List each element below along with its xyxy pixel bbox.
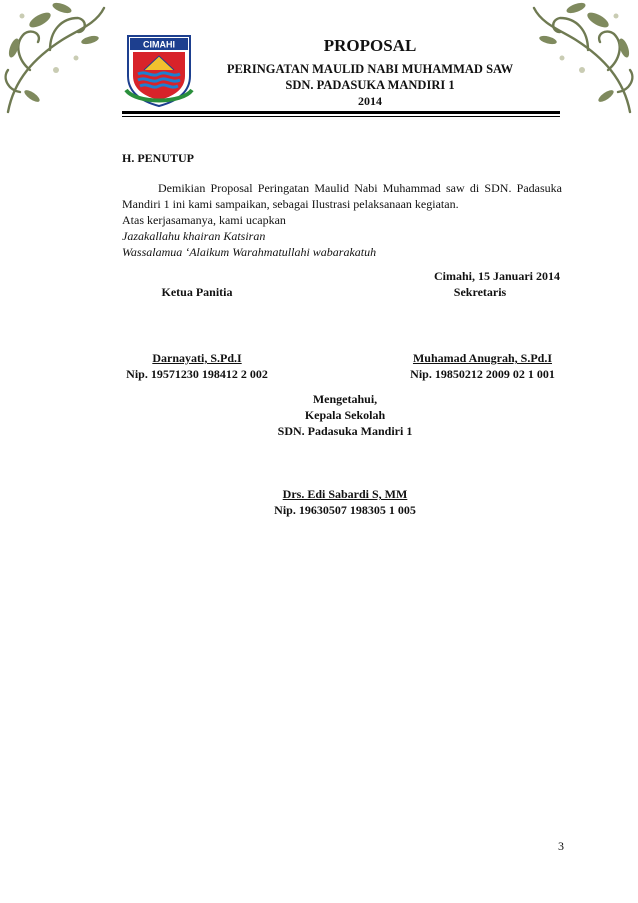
left-signatory-nip: Nip. 19571230 198412 2 002 bbox=[126, 367, 268, 381]
year-label: 2014 bbox=[358, 94, 382, 108]
place-date: Cimahi, 15 Januari 2014 bbox=[433, 269, 560, 283]
right-signatory-name: Muhamad Anugrah, S.Pd.I bbox=[412, 351, 553, 365]
header-rule-thick bbox=[122, 111, 560, 114]
corner-ornament-left bbox=[0, 0, 110, 120]
acknowledged-label: Mengetahui, bbox=[312, 392, 378, 406]
left-role: Ketua Panitia bbox=[161, 285, 233, 299]
proposal-title: PROPOSAL bbox=[323, 36, 417, 55]
event-subtitle: PERINGATAN MAULID NABI MUHAMMAD SAW bbox=[226, 62, 514, 76]
logo-text: CIMAHI bbox=[143, 39, 175, 50]
thanks-line: Atas kerjasamanya, kami ucapkan bbox=[122, 213, 286, 227]
closing-line-1: Jazakallahu khairan Katsiran bbox=[122, 229, 266, 243]
right-role: Sekretaris bbox=[453, 285, 507, 299]
left-signatory-name: Darnayati, S.Pd.I bbox=[152, 351, 242, 365]
right-signatory-nip: Nip. 19850212 2009 02 1 001 bbox=[410, 367, 555, 381]
principal-name: Drs. Edi Sabardi S, MM bbox=[282, 487, 408, 501]
school-name: SDN. PADASUKA MANDIRI 1 bbox=[285, 78, 455, 92]
principal-role: Kepala Sekolah bbox=[304, 408, 386, 422]
section-heading: H. PENUTUP bbox=[122, 151, 194, 165]
closing-paragraph: Demikian Proposal Peringatan Maulid Nabi Muhammad saw di SDN. Padasuka Mandiri 1 ini kami sampaikan, sebagai Ilustrasi pelaksanaan kegiatan. bbox=[122, 181, 562, 211]
header-rule-thin bbox=[122, 116, 560, 117]
principal-nip: Nip. 19630507 198305 1 005 bbox=[274, 503, 416, 517]
closing-line-2: Wassalamua ‘Alaikum Warahmatullahi wabarakatuh bbox=[122, 245, 377, 259]
principal-school: SDN. Padasuka Mandiri 1 bbox=[277, 424, 413, 438]
page-number: 3 bbox=[558, 839, 564, 853]
